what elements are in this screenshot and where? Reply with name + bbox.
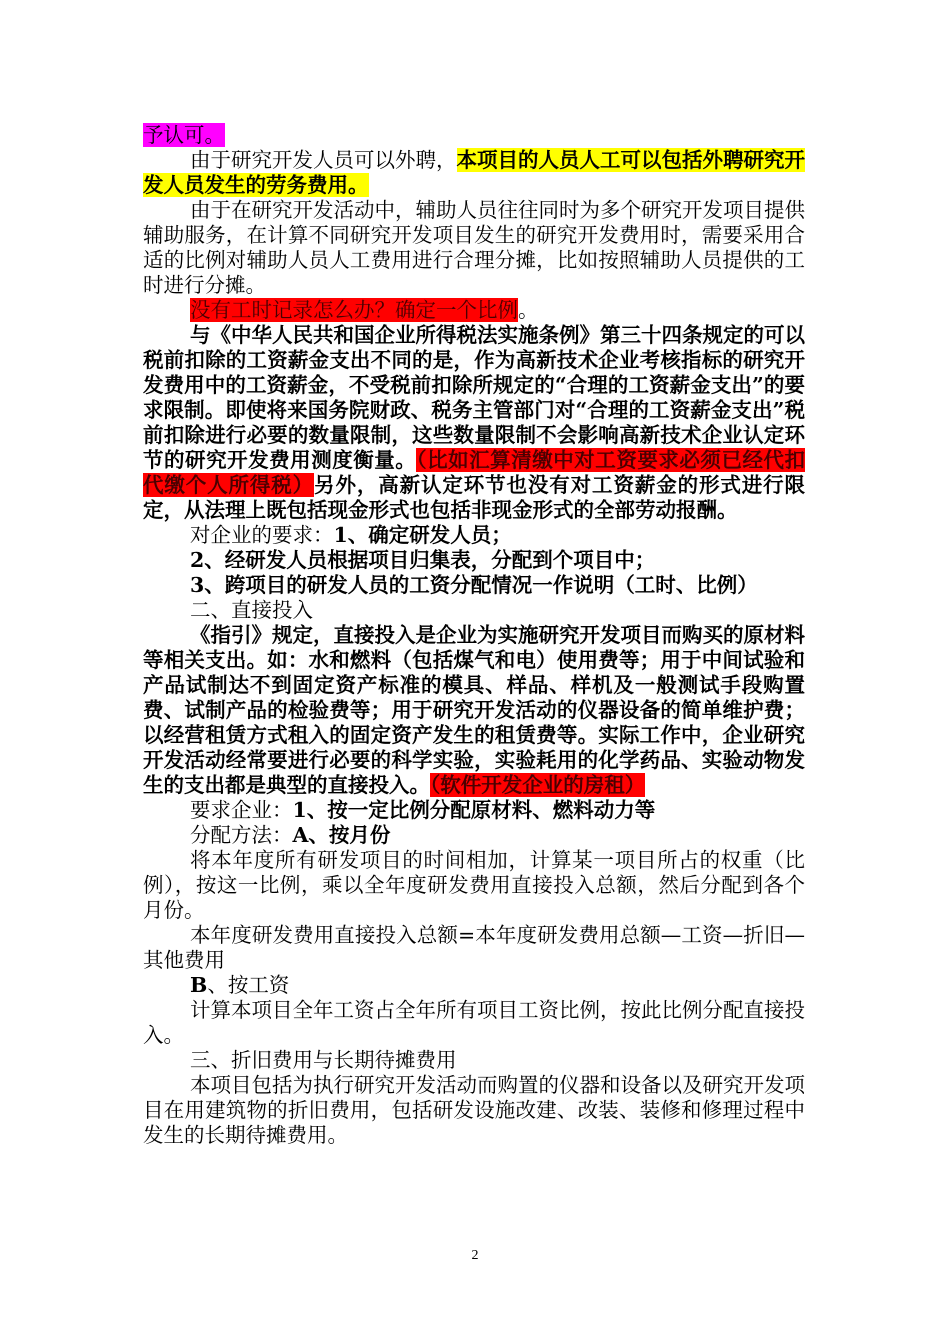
paragraph-text: 由于研究开发人员可以外聘， <box>190 148 457 172</box>
paragraph-14: 本年度研发费用直接投入总额=本年度研发费用总额—工资—折旧—其他费用 <box>143 923 805 972</box>
paragraph-15 <box>143 973 805 998</box>
paragraph-7: 2、经研发人员根据项目归集表，分配到个项目中； <box>190 548 656 572</box>
highlight-yellow: 本项目的人员人工可以包括外聘研究开发人员发生的劳务费用。 <box>143 148 805 197</box>
highlight-red: （比如汇算清缴中对工资要求必须已经代扣代缴个人所得税） <box>143 448 806 497</box>
paragraph-2 <box>143 148 805 198</box>
section-heading-3: 三、折旧费用与长期待摊费用 <box>190 1048 457 1072</box>
paragraph-text-bold: A、按月份 <box>292 823 391 847</box>
highlight-red: （软件开发企业的房租） <box>430 773 646 797</box>
paragraph-13: 将本年度所有研发项目的时间相加，计算某一项目所占的权重（比例），按这一比例，乘以全年度研发费用直接投入总额，然后分配到各个月份。 <box>143 848 805 922</box>
paragraph-text: 分配方法： <box>190 823 293 847</box>
paragraph-18: 本项目包括为执行研究开发活动而购置的仪器和设备以及研究开发项目在用建筑物的折旧费用，包括研发设施改建、改装、装修和修理过程中发生的长期待摊费用。 <box>143 1073 805 1147</box>
paragraph-1 <box>143 123 805 148</box>
paragraph-text: 《指引》规定，直接投入是企业为实施研究开发项目而购买的原材料等相关支出。如：水和燃料（包括煤气和电）使用费等；用于中间试验和产品试制达不到固定资产标准的模具、样品、样机及一般测试手段购置费、试制产品的检验费等；用于研究开发活动的仪器设备的简单维护费；以经营租赁方式租入的固定资产发生的租赁费等。实际工作中，企业研究开发活动经常要进行必要的科学实验，实验耗用的化学药品、实验动物发生的支出都是典型的直接投入。 <box>143 623 805 797</box>
paragraph-text: 另外，高新认定环节也没有对工资薪金的形式进行限定，从法理上既包括现金形式也包括非现金形式的全部劳动报酬。 <box>143 473 806 522</box>
paragraph-text: 、按工资 <box>207 973 290 997</box>
paragraph-3: 由于在研究开发活动中，辅助人员往往同时为多个研究开发项目提供辅助服务，在计算不同研究开发项目发生的研究开发费用时，需要采用合适的比例对辅助人员人工费用进行合理分摊，比如按照辅助人员提供的工时进行分摊。 <box>143 198 805 297</box>
paragraph-10 <box>143 623 805 798</box>
paragraph-text: 要求企业： <box>190 798 293 822</box>
paragraph-text-bold: B <box>190 973 208 997</box>
highlight-magenta: 予认可。 <box>143 123 225 147</box>
highlight-red: 没有工时记录怎么办？确定一个比例 <box>190 298 518 322</box>
paragraph-text: 对企业的要求： <box>190 523 334 547</box>
paragraph-11 <box>143 798 805 823</box>
paragraph-12 <box>143 823 805 848</box>
paragraph-8: 3、跨项目的研发人员的工资分配情况一作说明（工时、比例） <box>190 573 758 597</box>
section-heading-2: 二、直接投入 <box>190 598 313 622</box>
document-body <box>143 123 805 1148</box>
paragraph-4 <box>143 298 805 323</box>
paragraph-text-bold: 1、确定研发人员； <box>333 523 512 547</box>
paragraph-text: 。 <box>518 298 539 322</box>
paragraph-5 <box>143 323 805 523</box>
paragraph-16: 计算本项目全年工资占全年所有项目工资比例，按此比例分配直接投入。 <box>143 998 805 1047</box>
paragraph-6 <box>143 523 805 548</box>
page-number: 2 <box>471 1248 479 1263</box>
paragraph-text-bold: 1、按一定比例分配原材料、燃料动力等 <box>292 798 656 822</box>
paragraph-text: 与《中华人民共和国企业所得税法实施条例》第三十四条规定的可以税前扣除的工资薪金支出不同的是，作为高新技术企业考核指标的研究开发费用中的工资薪金，不受税前扣除所规定的“合理的工资薪金支出”的要求限制。即使将来国务院财政、税务主管部门对“合理的工资薪金支出”税前扣除进行必要的数量限制，这些数量限制不会影响高新技术企业认定环节的研究开发费用测度衡量。 <box>143 323 805 472</box>
